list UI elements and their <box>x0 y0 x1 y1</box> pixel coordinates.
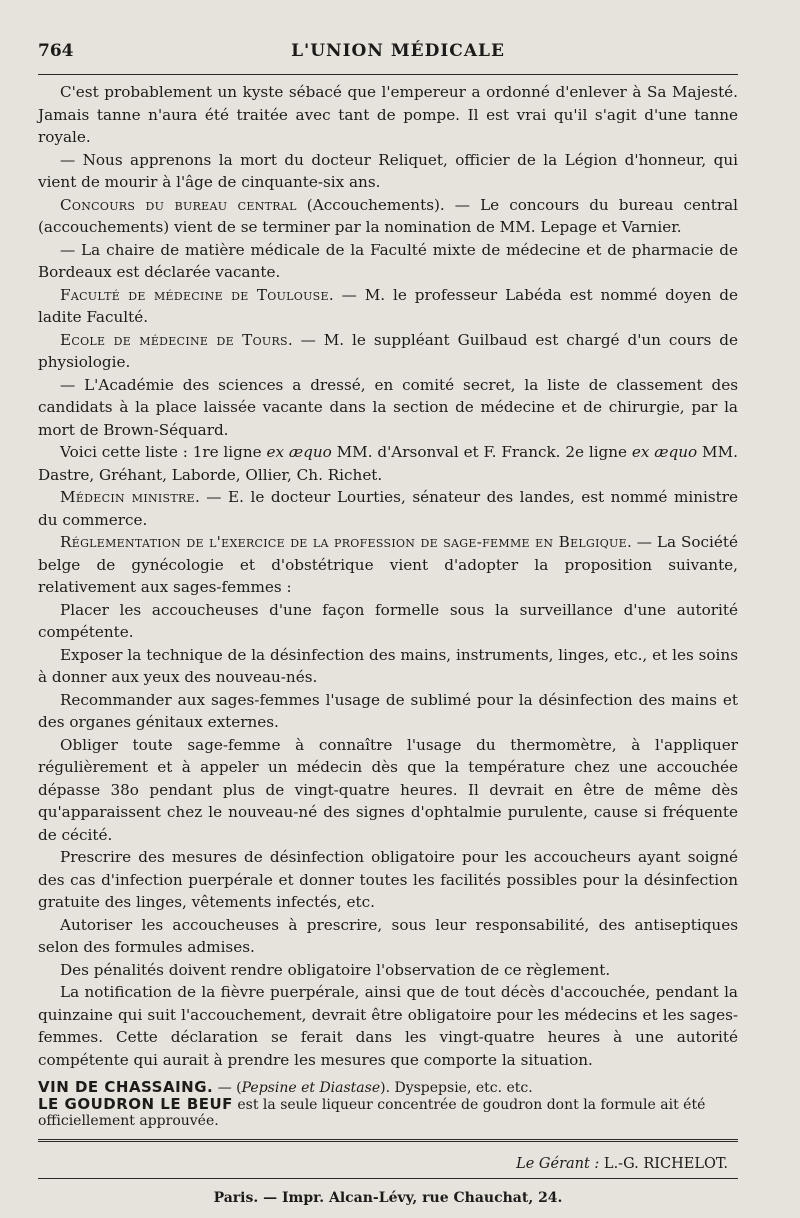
paragraph-p2 <box>38 149 738 194</box>
paragraph-p5 <box>38 284 738 329</box>
running-title: L'UNION MÉDICALE <box>291 41 505 61</box>
page-number: 764 <box>38 41 74 61</box>
paragraph-p8-part-3: ex æquo <box>631 443 698 461</box>
paragraph-p9 <box>38 486 738 531</box>
paragraph-p15 <box>38 846 738 914</box>
manager-signature <box>38 1152 738 1176</box>
paragraph-p14-part-0: Obliger toute sage-femme à connaître l'usage du thermomètre, à l'appliquer régulièrement et à appeler un médecin dès que la température chez une accouchée dépasse 38o pendant plus de vingt-quatre heures. Il devrait en être de même dès qu'apparaissent chez le nouveau-né des signes d'ophtalmie purulente, cause si fréquente de cécité. <box>38 735 738 844</box>
paragraph-p10-part-0: Réglementation de l'exercice de la profession de sage-femme en Belgique <box>60 533 627 551</box>
paragraph-p11 <box>38 599 738 644</box>
paragraph-p14 <box>38 734 738 847</box>
manager-name: L.-G. RICHELOT. <box>599 1156 728 1172</box>
paragraph-p18-part-0: La notification de la fièvre puerpérale, ainsi que de tout décès d'accouchée, pendant la quinzaine qui suit l'accouchement, devrait être obligatoire pour les médecins et les sages-femmes. Cette déclaration se ferait dans les vingt-quatre heures à une autorité compétente qui aurait à prendre les mesures que comporte la situation. <box>38 983 738 1069</box>
paragraph-p7-part-0: — L'Académie des sciences a dressé, en comité secret, la liste de classement des candidats à la place laissée vacante dans la section de médecine et de chirurgie, par la mort de Brown-Séquard. <box>38 375 738 439</box>
paragraph-p8-part-1: ex æquo <box>266 443 332 461</box>
paragraph-p3 <box>38 194 738 239</box>
imprint-line: Paris. — Impr. Alcan-Lévy, rue Chauchat, 24. <box>213 1190 563 1206</box>
manager-label: Le Gérant : <box>516 1156 600 1172</box>
paragraph-p9-part-1: . — E. le docteur Lourties, sénateur des landes, est nommé ministre du commerce. <box>38 488 738 529</box>
paragraph-p8-part-2: MM. d'Arsonval et F. Franck. 2e ligne <box>331 443 632 461</box>
footer-rule <box>38 1178 738 1179</box>
paragraph-p17 <box>38 959 738 982</box>
ad-goudron-rest: est la seule liqueur concentrée de goudron dont la formule ait été officiellement approuvée. <box>38 1097 706 1129</box>
paragraph-p6-part-0: Ecole de médecine de Tours <box>60 330 288 349</box>
ad-goudron-brand: LE GOUDRON LE BEUF <box>38 1095 233 1113</box>
paragraph-p5-part-1: . — M. le professeur Labéda est nommé doyen de ladite Faculté. <box>38 285 738 326</box>
paragraph-p8 <box>38 441 738 486</box>
ad-chassaing-rest: ). Dyspepsie, etc. etc. <box>380 1080 533 1096</box>
paragraph-p2-part-0: — Nous apprenons la mort du docteur Reliquet, officier de la Légion d'honneur, qui vient de mourir à l'âge de cinquante-six ans. <box>38 150 738 191</box>
paragraph-p6-part-1: . — M. le suppléant Guilbaud est chargé d'un cours de physiologie. <box>38 330 738 371</box>
paragraph-p12 <box>38 644 738 689</box>
paragraph-p15-part-0: Prescrire des mesures de désinfection obligatoire pour les accoucheurs ayant soigné des cas d'infection puerpérale et donner toutes les facilités possibles pour la désinfection gratuite des linges, vêtements infectés, etc. <box>38 848 738 911</box>
footer-double-rule <box>38 1139 738 1144</box>
paragraph-p3-part-0: Concours du bureau central <box>60 195 297 214</box>
paragraph-p4 <box>38 239 738 284</box>
paragraph-p1 <box>38 81 738 149</box>
header-rule <box>38 74 738 75</box>
advertisements <box>38 1079 738 1129</box>
paragraph-p1-part-0: C'est probablement un kyste sébacé que l'empereur a ordonné d'enlever à Sa Majesté. Jamais tanne n'aura été traitée avec tant de pompe. Il est vrai qu'il s'agit d'une tanne royale. <box>38 83 738 146</box>
paragraph-p18 <box>38 981 738 1071</box>
paragraph-p9-part-0: Médecin ministre <box>60 488 195 506</box>
page-header <box>38 40 738 72</box>
paragraph-p6 <box>38 329 738 374</box>
paragraph-p11-part-0: Placer les accoucheuses d'une façon formelle sous la surveillance d'une autorité compétente. <box>38 600 738 641</box>
paragraph-p5-part-0: Faculté de médecine de Toulouse <box>60 285 329 304</box>
ad-goudron <box>38 1096 738 1129</box>
paragraph-p13 <box>38 689 738 734</box>
ad-chassaing-sub: Pepsine et Diastase <box>241 1080 381 1096</box>
ad-chassaing-brand: VIN DE CHASSAING. <box>38 1078 214 1096</box>
ad-chassaing <box>38 1079 738 1096</box>
paragraph-p8-part-4: MM. Dastre, Gréhant, Laborde, Ollier, Ch. Richet. <box>38 443 738 484</box>
paragraph-p7 <box>38 374 738 442</box>
paragraph-p8-part-0: Voici cette liste : 1re ligne <box>60 443 267 461</box>
paragraph-p3-part-1: (Accouchements). — Le concours du bureau central (accouchements) vient de se terminer par la nomination de MM. Lepage et Varnier. <box>38 195 739 236</box>
paragraph-p13-part-0: Recommander aux sages-femmes l'usage de sublimé pour la désinfection des mains et des organes génitaux externes. <box>38 690 738 731</box>
paragraph-p4-part-0: — La chaire de matière médicale de la Faculté mixte de médecine et de pharmacie de Bordeaux est déclarée vacante. <box>38 240 738 281</box>
paragraph-p10-part-1: . — La Société belge de gynécologie et d'obstétrique vient d'adopter la proposition suivante, relativement aux sages-femmes : <box>38 533 738 596</box>
paragraph-p16 <box>38 914 738 959</box>
paragraph-p17-part-0: Des pénalités doivent rendre obligatoire l'observation de ce règlement. <box>60 960 611 979</box>
ad-chassaing-sep: — ( <box>213 1080 242 1096</box>
paragraph-p12-part-0: Exposer la technique de la désinfection des mains, instruments, linges, etc., et les soins à donner aux yeux des nouveau-nés. <box>38 645 738 686</box>
paragraph-p10 <box>38 531 738 599</box>
article-body <box>38 81 738 1071</box>
paragraph-p16-part-0: Autoriser les accoucheuses à prescrire, sous leur responsabilité, des antiseptiques selon des formules admises. <box>38 915 738 956</box>
